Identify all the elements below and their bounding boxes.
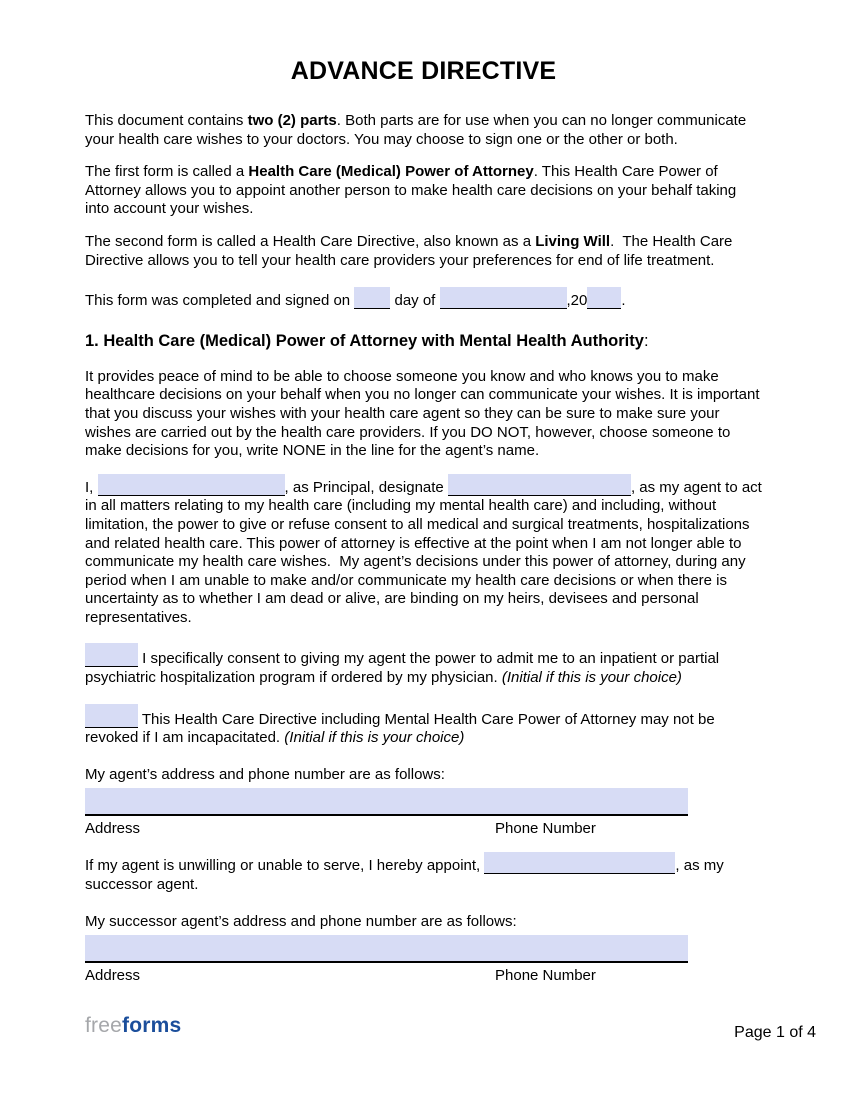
address-label: Address <box>85 967 141 985</box>
address-label: Address <box>85 820 141 838</box>
date-line <box>85 287 762 311</box>
section-1-intro-paragraph: It provides peace of mind to be able to choose someone you know and who knows you to make healthcare decisions on your behalf when you no longer can communicate your wishes. It is important that you discuss your wishes with your health care agent so they can be sure to make sure your wishes are carried out by the health care providers. If you DO NOT, however, choose someone to make decisions for you, write NONE in the line for the agent’s name. <box>85 367 764 460</box>
logo-forms-text: forms <box>122 1014 182 1037</box>
successor-appoint-post: , as my successor agent. <box>85 857 728 894</box>
agent-address-labels <box>85 819 688 838</box>
phone-number-label: Phone Number <box>495 820 596 838</box>
section-1-heading-text: 1. Health Care (Medical) Power of Attorney with Mental Health Authority <box>85 331 644 350</box>
intro-paragraph-3 <box>85 233 762 270</box>
initial-consent-italic: (Initial if this is your choice) <box>501 669 682 687</box>
intro-paragraph-2 <box>85 163 762 219</box>
designation-mid: , as Principal, designate <box>284 478 448 496</box>
initial-revoke-italic: (Initial if this is your choice) <box>284 729 465 747</box>
year-field[interactable] <box>587 287 621 309</box>
intro-p1-rest: . Both parts are for use when you can no longer communicate your health care wishes to your doctors. You may choose to sign one or the other or both. <box>85 112 751 148</box>
date-line-year-prefix: ,20 <box>566 292 588 310</box>
initial-revoke-field[interactable] <box>85 704 138 728</box>
section-1-heading <box>85 331 762 351</box>
page-title: ADVANCE DIRECTIVE <box>290 57 557 85</box>
date-line-end: . <box>621 292 626 310</box>
designation-paragraph <box>85 474 767 628</box>
successor-address-labels <box>85 966 688 985</box>
intro-p2-bold: Health Care (Medical) Power of Attorney <box>248 163 534 181</box>
initial-revoke-paragraph <box>85 704 762 748</box>
initial-consent-paragraph <box>85 643 762 687</box>
successor-address-field[interactable] <box>85 935 688 963</box>
date-line-day-of: day of <box>390 292 440 310</box>
intro-p1-text: This document contains <box>85 112 248 129</box>
designation-post: , as my agent to act in all matters relating to my health care (including my mental health care) and including, without limitation, the power to give or refuse consent to all medical and surgical treatments, hospitalizations and related health care. This power of attorney is effective at the point when I am not longer able to communicate my health care wishes. My agent’s decisions under this power of attorney, during any period when I am unable to make and/or communicate my health care decisions or when there is uncertainty as to whether I am dead or alive, are binding on my heirs, devisees and personal representatives. <box>85 478 767 626</box>
section-1-heading-colon: : <box>643 331 649 350</box>
date-line-pre: This form was completed and signed on <box>85 292 355 310</box>
document-body <box>85 0 767 985</box>
intro-p3-text: The second form is called a Health Care Directive, also known as a <box>85 232 536 250</box>
intro-p1-bold: two (2) parts <box>247 112 337 129</box>
initial-revoke-text: This Health Care Directive including Mental Health Care Power of Attorney may not be revoked if I am incapacitated. <box>85 710 719 747</box>
successor-address-heading: My successor agent’s address and phone number are as follows: <box>85 912 517 930</box>
month-field[interactable] <box>440 287 567 309</box>
intro-p3-rest: . The Health Care Directive allows you to tell your health care providers your preferences for end of life treatment. <box>85 232 737 269</box>
initial-consent-text: I specifically consent to giving my agent the power to admit me to an inpatient or partial psychiatric hospitalization program if ordered by my physician. <box>85 650 724 687</box>
designation-pre: I, <box>85 478 98 496</box>
successor-appoint-pre: If my agent is unwilling or unable to serve, I hereby appoint, <box>85 857 485 875</box>
agent-address-field[interactable] <box>85 788 688 816</box>
initial-consent-field[interactable] <box>85 643 138 667</box>
phone-number-label: Phone Number <box>495 967 596 985</box>
successor-appoint-paragraph <box>85 852 762 894</box>
principal-name-field[interactable] <box>98 474 285 496</box>
agent-name-field[interactable] <box>448 474 631 496</box>
intro-paragraph-1 <box>85 112 762 149</box>
agent-address-heading: My agent’s address and phone number are as follows: <box>85 765 445 783</box>
freeforms-logo <box>85 1013 181 1039</box>
intro-p3-bold: Living Will <box>535 232 611 250</box>
page-indicator: Page 1 of 4 <box>734 1024 816 1041</box>
successor-agent-name-field[interactable] <box>484 852 675 874</box>
intro-p2-rest: . This Health Care Power of Attorney allows you to appoint another person to make health care decisions on your behalf taking into account your wishes. <box>85 163 741 218</box>
intro-p2-text: The first form is called a <box>85 163 249 181</box>
logo-free-text: free <box>85 1014 122 1037</box>
day-field[interactable] <box>354 287 390 309</box>
